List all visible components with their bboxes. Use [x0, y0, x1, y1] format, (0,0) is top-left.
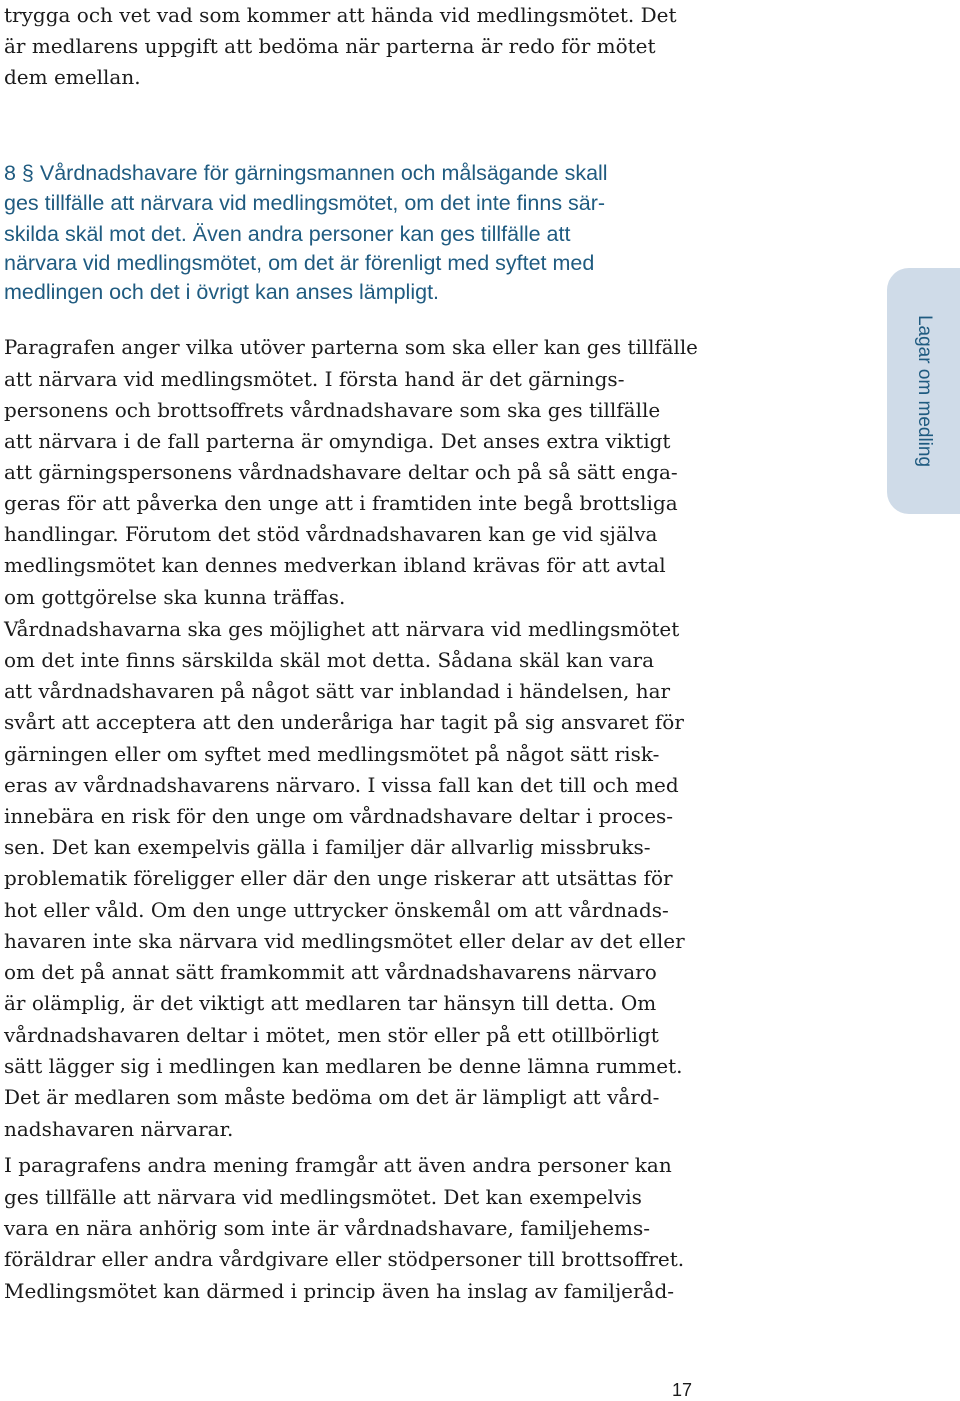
commentary-line: att närvara i de fall parterna är omyndiga. Det anses extra viktigt: [4, 429, 671, 453]
commentary-line: om det på annat sätt framkommit att vårdnadshavarens närvaro: [4, 960, 657, 984]
commentary-line: att gärningspersonens vårdnadshavare deltar och på så sätt enga-: [4, 460, 678, 484]
commentary-line: svårt att acceptera att den underåriga har tagit på sig ansvaret för: [4, 710, 684, 734]
commentary-line: att vårdnadshavaren på något sätt var inblandad i händelsen, har: [4, 679, 671, 703]
commentary-line: I paragrafens andra mening framgår att även andra personer kan: [4, 1153, 672, 1177]
commentary-line: Medlingsmötet kan därmed i princip även ha inslag av familjeråd-: [4, 1279, 675, 1303]
commentary-line: Paragrafen anger vilka utöver parterna som ska eller kan ges tillfälle: [4, 335, 698, 359]
commentary-line: Det är medlaren som måste bedöma om det är lämpligt att vård-: [4, 1085, 660, 1109]
intro-line: dem emellan.: [4, 65, 141, 89]
law-text-line: medlingen och det i övrigt kan anses lämpligt.: [4, 280, 440, 304]
commentary-line: gärningen eller om syftet med medlingsmötet på något sätt risk-: [4, 742, 660, 766]
commentary-line: havaren inte ska närvara vid medlingsmötet eller delar av det eller: [4, 929, 685, 953]
commentary-line: problematik föreligger eller där den unge riskerar att utsättas för: [4, 866, 673, 890]
law-text-line: närvara vid medlingsmötet, om det är förenligt med syftet med: [4, 251, 595, 275]
commentary-line: vara en nära anhörig som inte är vårdnadshavare, familjehems-: [4, 1216, 651, 1240]
commentary-line: handlingar. Förutom det stöd vårdnadshavaren kan ge vid själva: [4, 522, 658, 546]
section-tab-label: Lagar om medling: [913, 314, 935, 468]
commentary-line: medlingsmötet kan dennes medverkan ibland krävas för att avtal: [4, 553, 666, 577]
section-tab: [887, 268, 960, 514]
commentary-line: om det inte finns särskilda skäl mot detta. Sådana skäl kan vara: [4, 648, 655, 672]
commentary-line: vårdnadshavaren deltar i mötet, men stör eller på ett otillbörligt: [4, 1023, 659, 1047]
commentary-line: om gottgörelse ska kunna träffas.: [4, 585, 346, 609]
commentary-line: Vårdnadshavarna ska ges möjlighet att närvara vid medlingsmötet: [4, 617, 680, 641]
commentary-line: att närvara vid medlingsmötet. I första hand är det gärnings-: [4, 367, 625, 391]
page-number: 17: [672, 1380, 693, 1400]
commentary-line: geras för att påverka den unge att i framtiden inte begå brottsliga: [4, 491, 678, 515]
commentary-line: föräldrar eller andra vårdgivare eller stödpersoner till brottsoffret.: [4, 1247, 685, 1271]
commentary-line: nadshavaren närvarar.: [4, 1117, 234, 1141]
intro-line: trygga och vet vad som kommer att hända vid medlingsmötet. Det: [4, 3, 677, 27]
commentary-line: hot eller våld. Om den unge uttrycker önskemål om att vårdnads-: [4, 898, 669, 922]
commentary-line: sätt lägger sig i medlingen kan medlaren be denne lämna rummet.: [4, 1054, 683, 1078]
law-text-line: ges tillfälle att närvara vid medlingsmötet, om det inte finns sär-: [4, 191, 606, 215]
commentary-line: är olämplig, är det viktigt att medlaren tar hänsyn till detta. Om: [4, 991, 657, 1015]
commentary-line: ges tillfälle att närvara vid medlingsmötet. Det kan exempelvis: [4, 1185, 642, 1209]
law-text-line: 8 § Vårdnadshavare för gärningsmannen och målsägande skall: [4, 161, 608, 185]
commentary-line: eras av vårdnadshavarens närvaro. I vissa fall kan det till och med: [4, 773, 679, 797]
law-text-line: skilda skäl mot det. Även andra personer kan ges tillfälle att: [4, 222, 571, 246]
commentary-line: sen. Det kan exempelvis gälla i familjer där allvarlig missbruks-: [4, 835, 651, 859]
commentary-line: personens och brottsoffrets vårdnadshavare som ska ges tillfälle: [4, 398, 661, 422]
commentary-line: innebära en risk för den unge om vårdnadshavare deltar i proces-: [4, 804, 674, 828]
intro-line: är medlarens uppgift att bedöma när parterna är redo för mötet: [4, 34, 656, 58]
